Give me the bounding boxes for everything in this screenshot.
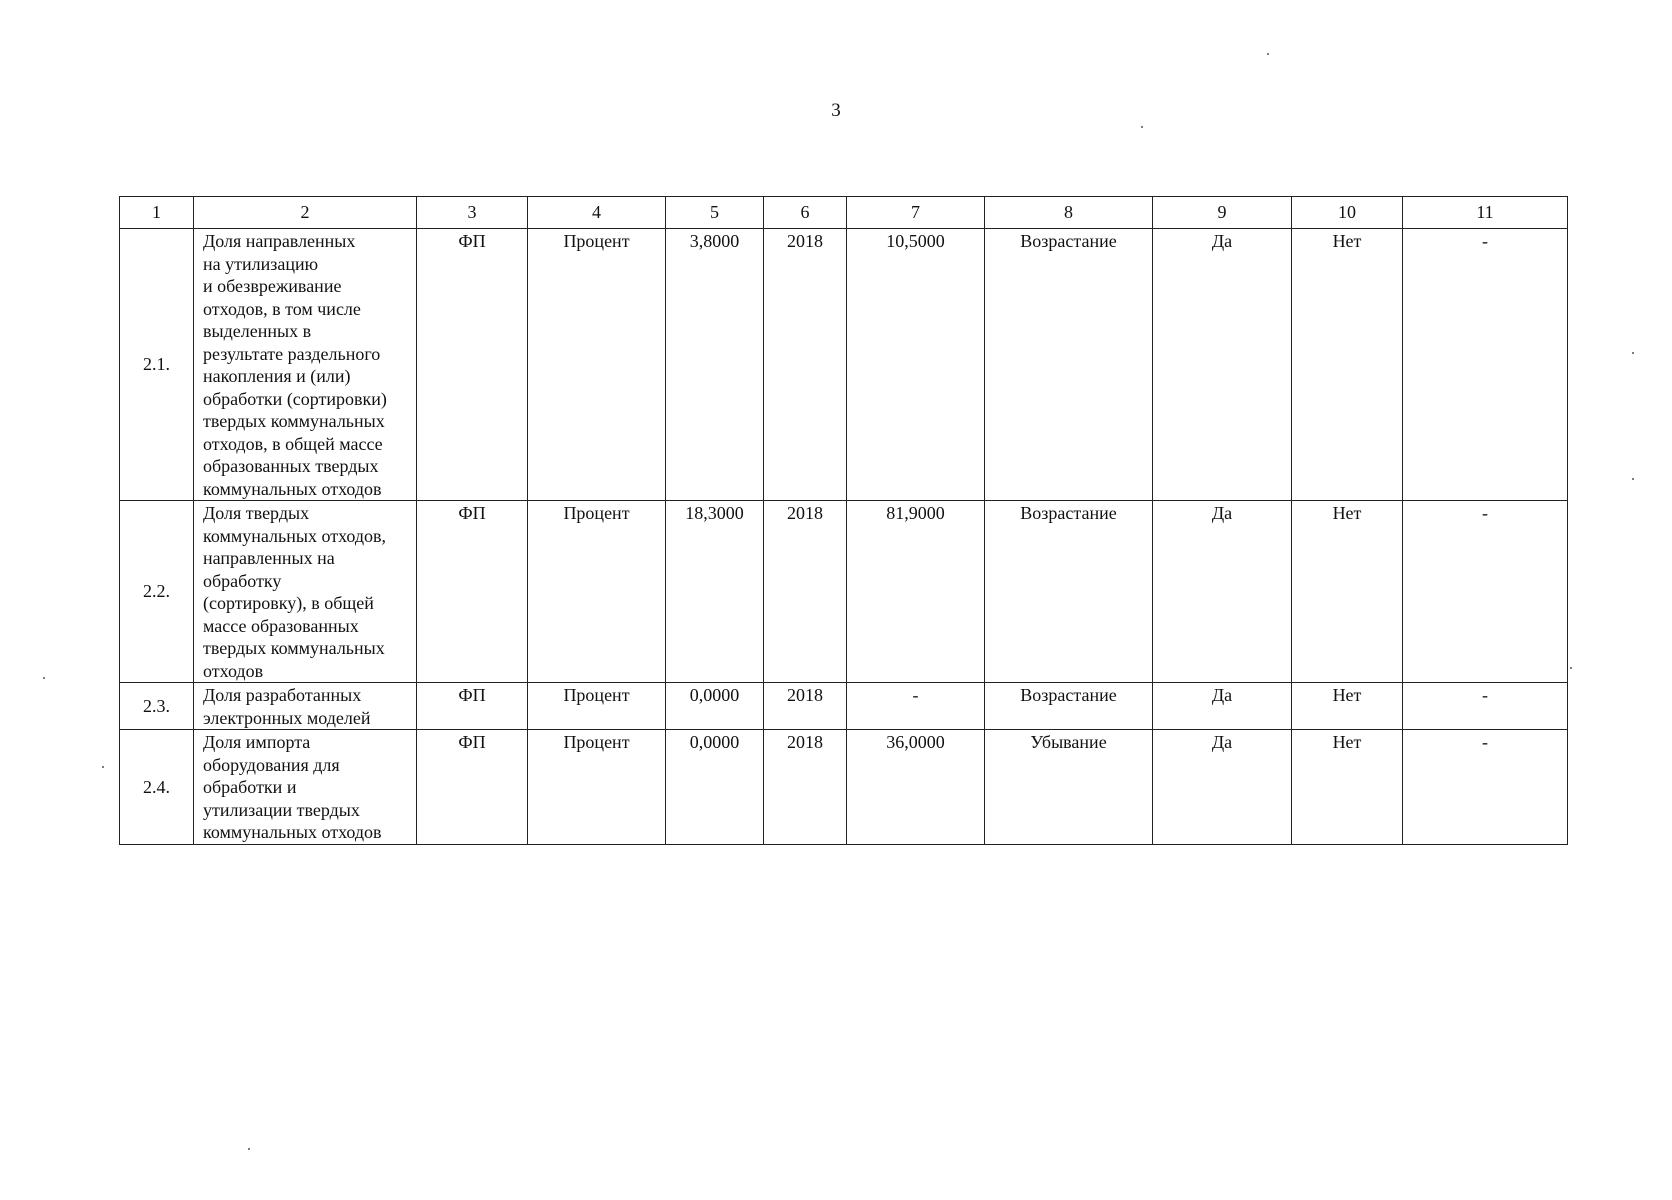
column-11-value: - [1403, 229, 1568, 501]
base-year: 2018 [764, 730, 847, 845]
table-row [120, 229, 1568, 501]
unit: Процент [528, 730, 666, 845]
column-11-value: - [1403, 730, 1568, 845]
indicator-name: Доля разработанных электронных моделей [194, 683, 417, 730]
header-cell: 8 [985, 197, 1153, 229]
column-11-value: - [1403, 683, 1568, 730]
indicator-name: Доля импорта оборудования для обработки и утилизации твердых коммунальных отходов [194, 730, 417, 845]
indicators-table [119, 196, 1568, 845]
scan-speck [248, 1148, 250, 1150]
page-number: 3 [831, 100, 841, 121]
header-cell: 4 [528, 197, 666, 229]
base-year: 2018 [764, 501, 847, 683]
indicator-type: ФП [417, 730, 528, 845]
target-value: 81,9000 [847, 501, 985, 683]
header-cell: 9 [1153, 197, 1292, 229]
scan-speck [1141, 126, 1143, 128]
column-10-value: Нет [1292, 730, 1403, 845]
indicator-type: ФП [417, 683, 528, 730]
header-row [120, 197, 1568, 229]
trend: Возрастание [985, 683, 1153, 730]
indicator-type: ФП [417, 501, 528, 683]
header-cell: 10 [1292, 197, 1403, 229]
row-number: 2.2. [120, 501, 194, 683]
column-10-value: Нет [1292, 229, 1403, 501]
header-cell: 3 [417, 197, 528, 229]
base-value: 0,0000 [666, 730, 764, 845]
header-cell: 11 [1403, 197, 1568, 229]
header-cell: 7 [847, 197, 985, 229]
column-10-value: Нет [1292, 501, 1403, 683]
table-body [120, 229, 1568, 845]
row-number: 2.1. [120, 229, 194, 501]
target-value: 10,5000 [847, 229, 985, 501]
header-cell: 5 [666, 197, 764, 229]
header-cell: 2 [194, 197, 417, 229]
unit: Процент [528, 501, 666, 683]
scan-speck [1267, 53, 1269, 55]
base-value: 3,8000 [666, 229, 764, 501]
target-value: - [847, 683, 985, 730]
column-9-value: Да [1153, 501, 1292, 683]
column-10-value: Нет [1292, 683, 1403, 730]
header-cell: 6 [764, 197, 847, 229]
trend: Убывание [985, 730, 1153, 845]
scan-speck [1570, 667, 1572, 669]
column-9-value: Да [1153, 229, 1292, 501]
table-row [120, 683, 1568, 730]
base-value: 18,3000 [666, 501, 764, 683]
scan-speck [43, 677, 45, 679]
target-value: 36,0000 [847, 730, 985, 845]
scan-speck [1632, 478, 1634, 480]
table-row [120, 501, 1568, 683]
unit: Процент [528, 683, 666, 730]
row-number: 2.4. [120, 730, 194, 845]
base-value: 0,0000 [666, 683, 764, 730]
unit: Процент [528, 229, 666, 501]
row-number: 2.3. [120, 683, 194, 730]
indicator-name: Доля направленных на утилизацию и обезвреживание отходов, в том числе выделенных в результате раздельного накопления и (или) обработки (сортировки) твердых коммунальных отходов, в общей массе образованных твердых коммунальных отходов [194, 229, 417, 501]
indicator-name: Доля твердых коммунальных отходов, направленных на обработку (сортировку), в общей массе образованных твердых коммунальных отходов [194, 501, 417, 683]
base-year: 2018 [764, 683, 847, 730]
column-9-value: Да [1153, 730, 1292, 845]
indicator-type: ФП [417, 229, 528, 501]
header-cell: 1 [120, 197, 194, 229]
table-row [120, 730, 1568, 845]
scan-speck [102, 766, 104, 768]
table-header [120, 197, 1568, 229]
scan-speck [1632, 352, 1634, 354]
base-year: 2018 [764, 229, 847, 501]
trend: Возрастание [985, 501, 1153, 683]
column-9-value: Да [1153, 683, 1292, 730]
trend: Возрастание [985, 229, 1153, 501]
column-11-value: - [1403, 501, 1568, 683]
